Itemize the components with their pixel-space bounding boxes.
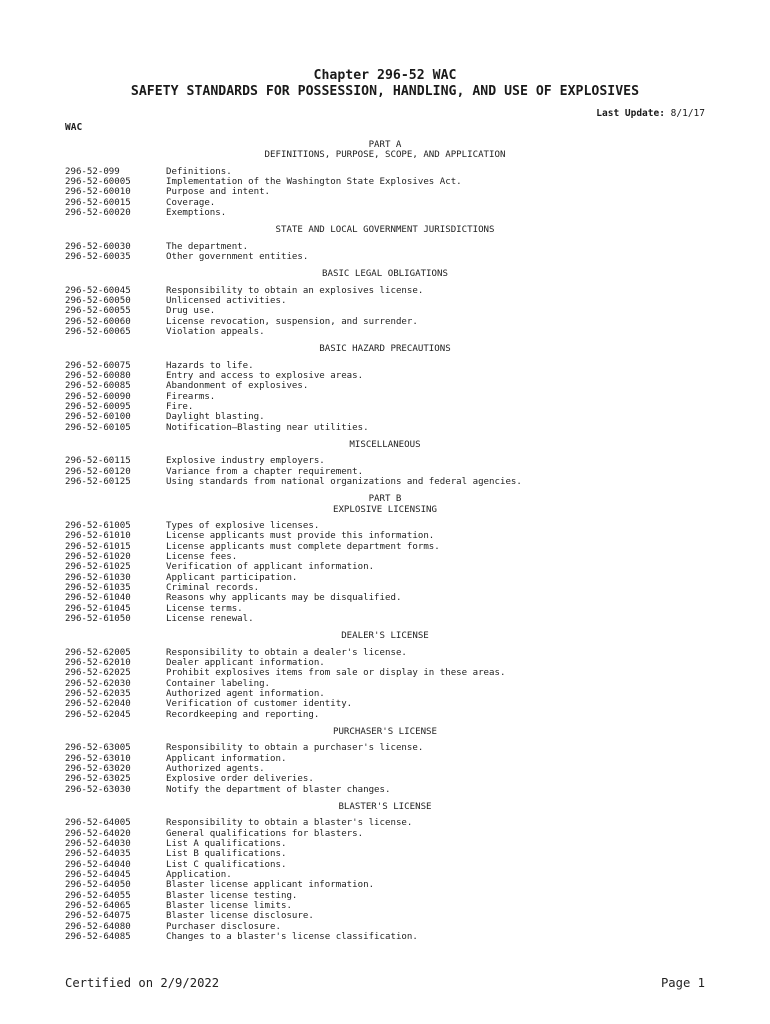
- section-title: Criminal records.: [166, 583, 260, 593]
- toc-entry: [0, 542, 770, 552]
- toc-section: [0, 487, 770, 624]
- toc-entry: [0, 604, 770, 614]
- toc-entry: [0, 743, 770, 753]
- section-number: 296-52-60005: [65, 176, 131, 187]
- section-heading: PART A: [368, 140, 402, 150]
- toc-entry: [0, 167, 770, 177]
- section-title: Firearms.: [166, 391, 216, 402]
- toc-entry: [0, 911, 770, 921]
- section-number: 296-52-63025: [65, 774, 131, 785]
- toc-entry: [0, 583, 770, 593]
- section-title: Recordkeeping and reporting.: [166, 709, 320, 720]
- section-number: 296-52-60060: [65, 316, 131, 327]
- toc-entry: [0, 242, 770, 252]
- toc-entry: [0, 891, 770, 901]
- section-number: 296-52-64045: [65, 870, 131, 881]
- section-title: Notify the department of blaster changes.: [166, 784, 391, 795]
- table-of-contents: [0, 140, 770, 943]
- section-number: 296-52-60105: [65, 422, 131, 433]
- section-number: 296-52-64040: [65, 859, 131, 870]
- toc-entry: [0, 699, 770, 709]
- section-title: License applicants must provide this information.: [166, 531, 435, 542]
- section-number: 296-52-64075: [65, 911, 131, 922]
- toc-entry: [0, 754, 770, 764]
- section-title: Abandonment of explosives.: [166, 381, 309, 392]
- toc-entry: [0, 658, 770, 668]
- toc-entry: [0, 423, 770, 433]
- section-number: 296-52-60075: [65, 360, 131, 371]
- toc-entry: [0, 306, 770, 316]
- toc-section: [0, 140, 770, 218]
- toc-entry: [0, 829, 770, 839]
- section-number: 296-52-60065: [65, 326, 131, 337]
- toc-entry: [0, 839, 770, 849]
- section-number: 296-52-62005: [65, 647, 131, 658]
- toc-section: [0, 795, 770, 942]
- section-number: 296-52-62035: [65, 689, 131, 700]
- section-title: Other government entities.: [166, 251, 309, 262]
- section-title: Purchaser disclosure.: [166, 921, 281, 932]
- certified-date: Certified on 2/9/2022: [65, 976, 220, 990]
- section-title: General qualifications for blasters.: [166, 828, 364, 839]
- section-heading: STATE AND LOCAL GOVERNMENT JURISDICTIONS: [275, 225, 495, 236]
- section-title: License applicants must complete department forms.: [166, 541, 440, 552]
- section-title: Hazards to life.: [166, 360, 254, 371]
- page-number: Page 1: [660, 976, 705, 990]
- toc-entry: [0, 785, 770, 795]
- section-number: 296-52-64030: [65, 839, 131, 850]
- toc-entry: [0, 286, 770, 296]
- section-number: 296-52-62045: [65, 709, 131, 720]
- section-title: Explosive order deliveries.: [166, 774, 314, 785]
- section-title: Entry and access to explosive areas.: [166, 370, 364, 381]
- section-title: Daylight blasting.: [166, 412, 265, 423]
- section-title: Responsibility to obtain a purchaser's license.: [166, 743, 424, 754]
- section-number: 296-52-099: [65, 166, 120, 177]
- section-title: Using standards from national organizations and federal agencies.: [166, 477, 522, 487]
- section-title: Unlicensed activities.: [166, 295, 287, 306]
- section-title: Purpose and intent.: [166, 187, 271, 198]
- wac-label: WAC: [65, 122, 83, 133]
- section-number: 296-52-61030: [65, 572, 131, 583]
- section-number: 296-52-62025: [65, 668, 131, 679]
- section-title: Coverage.: [166, 197, 216, 208]
- section-heading: PURCHASER'S LICENSE: [332, 727, 438, 738]
- toc-entry: [0, 552, 770, 562]
- section-title: Violation appeals.: [166, 326, 265, 337]
- toc-entry: [0, 860, 770, 870]
- section-number: 296-52-60090: [65, 391, 131, 402]
- section-title: Authorized agents.: [166, 764, 265, 775]
- toc-entry: [0, 932, 770, 942]
- section-number: 296-52-61035: [65, 583, 131, 593]
- section-number: 296-52-64035: [65, 849, 131, 860]
- section-title: Authorized agent information.: [166, 689, 325, 700]
- section-heading: BASIC HAZARD PRECAUTIONS: [319, 344, 451, 355]
- chapter-subtitle: SAFETY STANDARDS FOR POSSESSION, HANDLING, AND USE OF EXPLOSIVES: [130, 84, 640, 99]
- toc-entry: [0, 187, 770, 197]
- last-update: [596, 108, 705, 119]
- toc-entry: [0, 593, 770, 603]
- toc-entry: [0, 901, 770, 911]
- section-heading: DEALER'S LICENSE: [341, 631, 429, 642]
- section-title: Types of explosive licenses.: [166, 520, 320, 531]
- toc-section: [0, 624, 770, 720]
- section-number: 296-52-61040: [65, 593, 131, 604]
- toc-entry: [0, 467, 770, 477]
- section-title: Definitions.: [166, 166, 232, 177]
- section-number: 296-52-60095: [65, 401, 131, 412]
- chapter-title: Chapter 296-52 WAC: [313, 68, 457, 83]
- toc-entry: [0, 371, 770, 381]
- section-title: Exemptions.: [166, 207, 227, 218]
- section-title: License terms.: [166, 603, 243, 614]
- section-title: Responsibility to obtain a blaster's license.: [166, 818, 413, 829]
- toc-entry: [0, 177, 770, 187]
- section-number: 296-52-60125: [65, 477, 131, 487]
- section-number: 296-52-60085: [65, 381, 131, 392]
- section-title: License revocation, suspension, and surrender.: [166, 316, 418, 327]
- toc-entry: [0, 849, 770, 859]
- section-number: 296-52-60020: [65, 207, 131, 218]
- section-number: 296-52-61025: [65, 562, 131, 573]
- section-title: Prohibit explosives items from sale or display in these areas.: [166, 668, 506, 679]
- section-heading: PART B: [368, 494, 402, 505]
- toc-entry: [0, 361, 770, 371]
- section-heading: DEFINITIONS, PURPOSE, SCOPE, AND APPLICATION: [264, 150, 506, 161]
- section-title: Blaster license testing.: [166, 890, 298, 901]
- toc-section: [0, 720, 770, 795]
- toc-entry: [0, 562, 770, 572]
- toc-entry: [0, 573, 770, 583]
- section-heading: BASIC LEGAL OBLIGATIONS: [322, 269, 448, 280]
- toc-entry: [0, 764, 770, 774]
- section-number: 296-52-63005: [65, 743, 131, 754]
- section-number: 296-52-63010: [65, 753, 131, 764]
- toc-entry: [0, 392, 770, 402]
- section-number: 296-52-61010: [65, 531, 131, 542]
- section-number: 296-52-62010: [65, 658, 131, 669]
- section-number: 296-52-61020: [65, 551, 131, 562]
- toc-entry: [0, 531, 770, 541]
- toc-entry: [0, 710, 770, 720]
- section-title: License fees.: [166, 551, 238, 562]
- section-number: 296-52-64080: [65, 921, 131, 932]
- section-number: 296-52-64085: [65, 932, 131, 943]
- last-update-value: 8/1/17: [670, 108, 705, 119]
- section-number: 296-52-60115: [65, 456, 131, 467]
- section-title: Application.: [166, 870, 232, 881]
- section-title: Variance from a chapter requirement.: [166, 466, 364, 477]
- toc-entry: [0, 327, 770, 337]
- section-title: Reasons why applicants may be disqualified.: [166, 593, 402, 604]
- section-number: 296-52-64020: [65, 828, 131, 839]
- section-number: 296-52-62040: [65, 699, 131, 710]
- section-number: 296-52-62030: [65, 678, 131, 689]
- section-title: Applicant information.: [166, 753, 287, 764]
- toc-entry: [0, 870, 770, 880]
- toc-entry: [0, 689, 770, 699]
- toc-entry: [0, 679, 770, 689]
- section-number: 296-52-61015: [65, 541, 131, 552]
- toc-entry: [0, 208, 770, 218]
- toc-section: [0, 337, 770, 433]
- section-number: 296-52-64065: [65, 901, 131, 912]
- toc-entry: [0, 614, 770, 624]
- section-number: 296-52-60010: [65, 187, 131, 198]
- section-number: 296-52-60055: [65, 306, 131, 317]
- section-title: List A qualifications.: [166, 839, 287, 850]
- section-number: 296-52-60030: [65, 241, 131, 252]
- section-number: 296-52-60120: [65, 466, 131, 477]
- toc-entry: [0, 922, 770, 932]
- toc-section: [0, 218, 770, 262]
- toc-section: [0, 433, 770, 487]
- section-number: 296-52-60035: [65, 251, 131, 262]
- section-heading: EXPLOSIVE LICENSING: [332, 504, 438, 515]
- toc-entry: [0, 381, 770, 391]
- section-number: 296-52-60045: [65, 285, 131, 296]
- section-title: Changes to a blaster's license classification.: [166, 932, 418, 943]
- section-heading: BLASTER'S LICENSE: [338, 802, 432, 813]
- section-title: License renewal.: [166, 614, 254, 625]
- toc-entry: [0, 521, 770, 531]
- section-number: 296-52-60080: [65, 370, 131, 381]
- toc-entry: [0, 456, 770, 466]
- section-title: Verification of applicant information.: [166, 562, 375, 573]
- section-number: 296-52-63020: [65, 764, 131, 775]
- toc-entry: [0, 668, 770, 678]
- toc-entry: [0, 252, 770, 262]
- section-number: 296-52-60100: [65, 412, 131, 423]
- section-title: Fire.: [166, 401, 194, 412]
- section-number: 296-52-64055: [65, 890, 131, 901]
- toc-entry: [0, 402, 770, 412]
- section-title: The department.: [166, 241, 249, 252]
- section-heading: MISCELLANEOUS: [349, 440, 421, 451]
- last-update-label: Last Update:: [596, 108, 665, 119]
- section-title: Drug use.: [166, 306, 216, 317]
- section-number: 296-52-63030: [65, 784, 131, 795]
- section-number: 296-52-61050: [65, 614, 131, 625]
- section-number: 296-52-61005: [65, 520, 131, 531]
- toc-entry: [0, 774, 770, 784]
- section-number: 296-52-64050: [65, 880, 131, 891]
- section-number: 296-52-60015: [65, 197, 131, 208]
- section-title: Blaster license limits.: [166, 901, 292, 912]
- section-title: Responsibility to obtain an explosives license.: [166, 285, 424, 296]
- section-title: Notification—Blasting near utilities.: [166, 422, 369, 433]
- section-title: Implementation of the Washington State Explosives Act.: [166, 176, 462, 187]
- toc-entry: [0, 648, 770, 658]
- section-title: Explosive industry employers.: [166, 456, 325, 467]
- section-title: Container labeling.: [166, 678, 271, 689]
- toc-entry: [0, 477, 770, 487]
- section-number: 296-52-60050: [65, 295, 131, 306]
- section-title: Blaster license disclosure.: [166, 911, 314, 922]
- section-title: Dealer applicant information.: [166, 658, 325, 669]
- toc-entry: [0, 296, 770, 306]
- section-title: Applicant participation.: [166, 572, 298, 583]
- toc-entry: [0, 880, 770, 890]
- section-number: 296-52-61045: [65, 603, 131, 614]
- section-number: 296-52-64005: [65, 818, 131, 829]
- toc-entry: [0, 412, 770, 422]
- section-title: List C qualifications.: [166, 859, 287, 870]
- section-title: Blaster license applicant information.: [166, 880, 375, 891]
- section-title: Responsibility to obtain a dealer's license.: [166, 647, 407, 658]
- toc-entry: [0, 317, 770, 327]
- toc-section: [0, 262, 770, 337]
- section-title: List B qualifications.: [166, 849, 287, 860]
- toc-entry: [0, 818, 770, 828]
- toc-entry: [0, 198, 770, 208]
- section-title: Verification of customer identity.: [166, 699, 353, 710]
